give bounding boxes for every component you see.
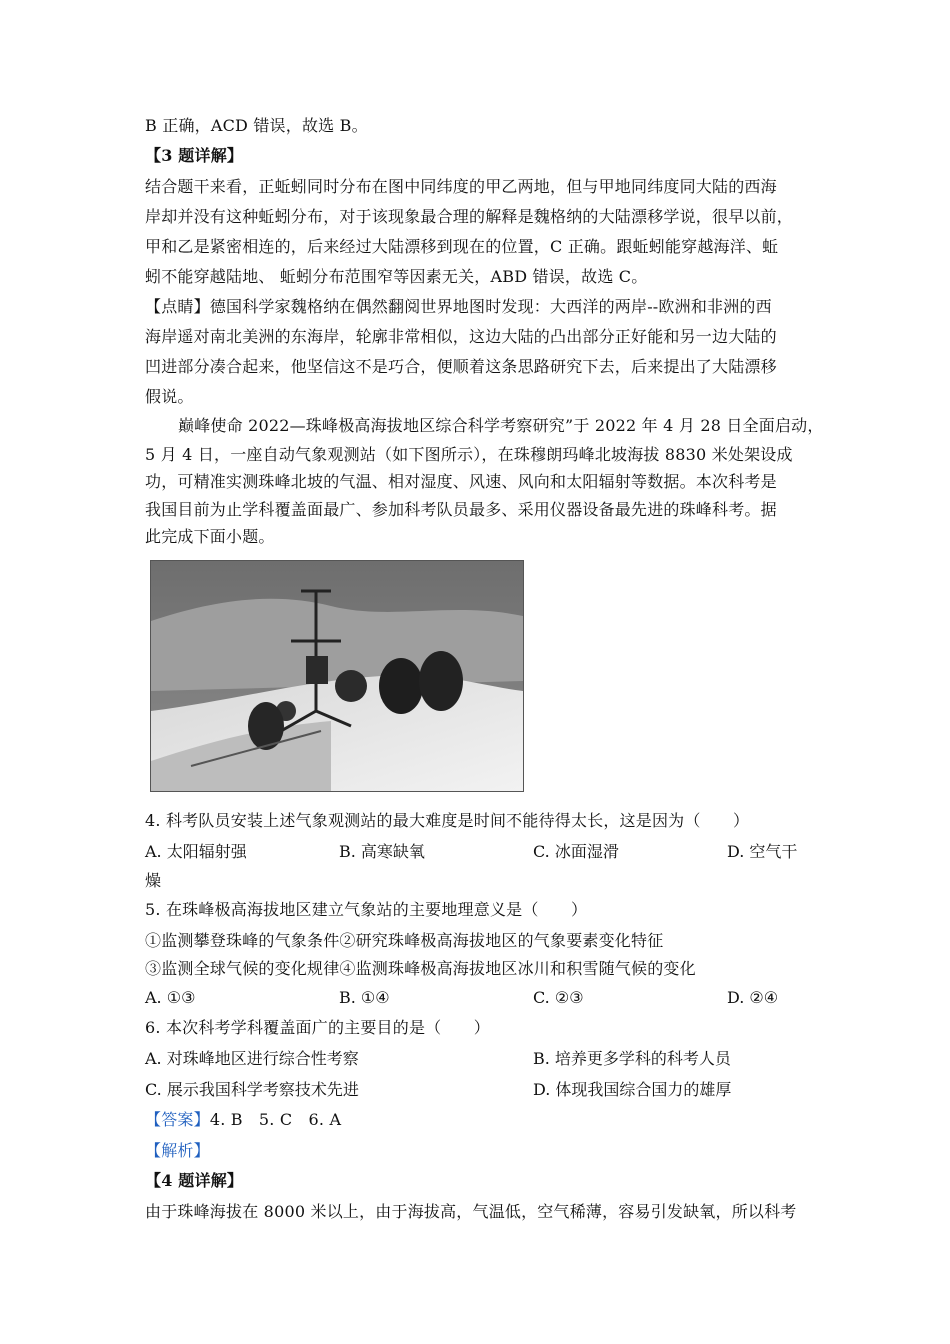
analysis-label: 【解析】 bbox=[145, 1141, 210, 1160]
q5-option-b[interactable]: B. ①④ bbox=[339, 988, 390, 1007]
text-line: 功，可精准实测珠峰北坡的气温、相对湿度、风速、风向和太阳辐射等数据。本次科考是 bbox=[145, 472, 777, 491]
q4-option-d-continued: 燥 bbox=[145, 871, 162, 890]
detail-4-text: 由于珠峰海拔在 8000 米以上，由于海拔高，气温低，空气稀薄，容易引发缺氧，所以科考 bbox=[145, 1202, 797, 1221]
text-line: 蚓不能穿越陆地、 蚯蚓分布范围窄等因素无关，ABD 错误，故选 C。 bbox=[145, 267, 648, 286]
text-line: 岸却并没有这种蚯蚓分布，对于该现象最合理的解释是魏格纳的大陆漂移学说，很早以前， bbox=[145, 207, 794, 226]
text-line: 我国目前为止学科覆盖面最广、参加科考队员最多、采用仪器设备最先进的珠峰科考。据 bbox=[145, 500, 777, 519]
text-line: 结合题干来看，正蚯蚓同时分布在图中同纬度的甲乙两地，但与甲地同纬度同大陆的西海 bbox=[145, 177, 777, 196]
q6-option-d[interactable]: D. 体现我国综合国力的雄厚 bbox=[533, 1080, 732, 1099]
section-heading: 【3 题详解】 bbox=[145, 146, 244, 165]
detail-4-heading: 【4 题详解】 bbox=[145, 1171, 244, 1190]
weather-station-photo bbox=[150, 560, 524, 792]
text-line: 凹进部分凑合起来，他坚信这不是巧合，便顺着这条思路研究下去，后来提出了大陆漂移 bbox=[145, 357, 777, 376]
text-line: B 正确，ACD 错误，故选 B。 bbox=[145, 116, 368, 135]
question-6-stem: 6. 本次科考学科覆盖面广的主要目的是（ ） bbox=[145, 1018, 490, 1037]
text-line: 【点睛】德国科学家魏格纳在偶然翻阅世界地图时发现：大西洋的两岸--欧洲和非洲的西 bbox=[145, 297, 772, 316]
question-4-stem: 4. 科考队员安装上述气象观测站的最大难度是时间不能待得太长，这是因为（ ） bbox=[145, 811, 750, 830]
q6-option-b[interactable]: B. 培养更多学科的科考人员 bbox=[533, 1049, 731, 1068]
q4-option-a[interactable]: A. 太阳辐射强 bbox=[145, 842, 247, 861]
q4-option-c[interactable]: C. 冰面湿滑 bbox=[533, 842, 619, 861]
question-5-stem: 5. 在珠峰极高海拔地区建立气象站的主要地理意义是（ ） bbox=[145, 900, 588, 919]
q5-option-c[interactable]: C. ②③ bbox=[533, 988, 584, 1007]
q4-option-d[interactable]: D. 空气干 bbox=[727, 842, 798, 861]
photo-illustration bbox=[151, 561, 523, 791]
text-line: 此完成下面小题。 bbox=[145, 527, 275, 546]
q6-option-c[interactable]: C. 展示我国科学考察技术先进 bbox=[145, 1080, 359, 1099]
q6-option-a[interactable]: A. 对珠峰地区进行综合性考察 bbox=[145, 1049, 359, 1068]
q5-option-d[interactable]: D. ②④ bbox=[727, 988, 779, 1007]
text-line: 假说。 bbox=[145, 387, 194, 406]
answer-text: 4. B 5. C 6. A bbox=[209, 1110, 342, 1129]
q5-statements-2: ③监测全球气候的变化规律④监测珠峰极高海拔地区冰川和积雪随气候的变化 bbox=[145, 959, 696, 978]
text-line: 海岸遥对南北美洲的东海岸，轮廓非常相似，这边大陆的凸出部分正好能和另一边大陆的 bbox=[145, 327, 777, 346]
answer-label: 【答案】 bbox=[145, 1110, 210, 1129]
q5-option-a[interactable]: A. ①③ bbox=[145, 988, 196, 1007]
q5-statements-1: ①监测攀登珠峰的气象条件②研究珠峰极高海拔地区的气象要素变化特征 bbox=[145, 931, 664, 950]
answer-line bbox=[145, 1110, 341, 1130]
q4-option-b[interactable]: B. 高寒缺氧 bbox=[339, 842, 425, 861]
text-line: 5 月 4 日，一座自动气象观测站（如下图所示），在珠穆朗玛峰北坡海拔 8830 米处架设成 bbox=[145, 445, 793, 464]
text-line: 甲和乙是紧密相连的，后来经过大陆漂移到现在的位置，C 正确。跟蚯蚓能穿越海洋、蚯 bbox=[145, 237, 779, 256]
text-line: 巅峰使命 2022—珠峰极高海拔地区综合科学考察研究”于 2022 年 4 月 28 日全面启动， bbox=[178, 416, 824, 435]
